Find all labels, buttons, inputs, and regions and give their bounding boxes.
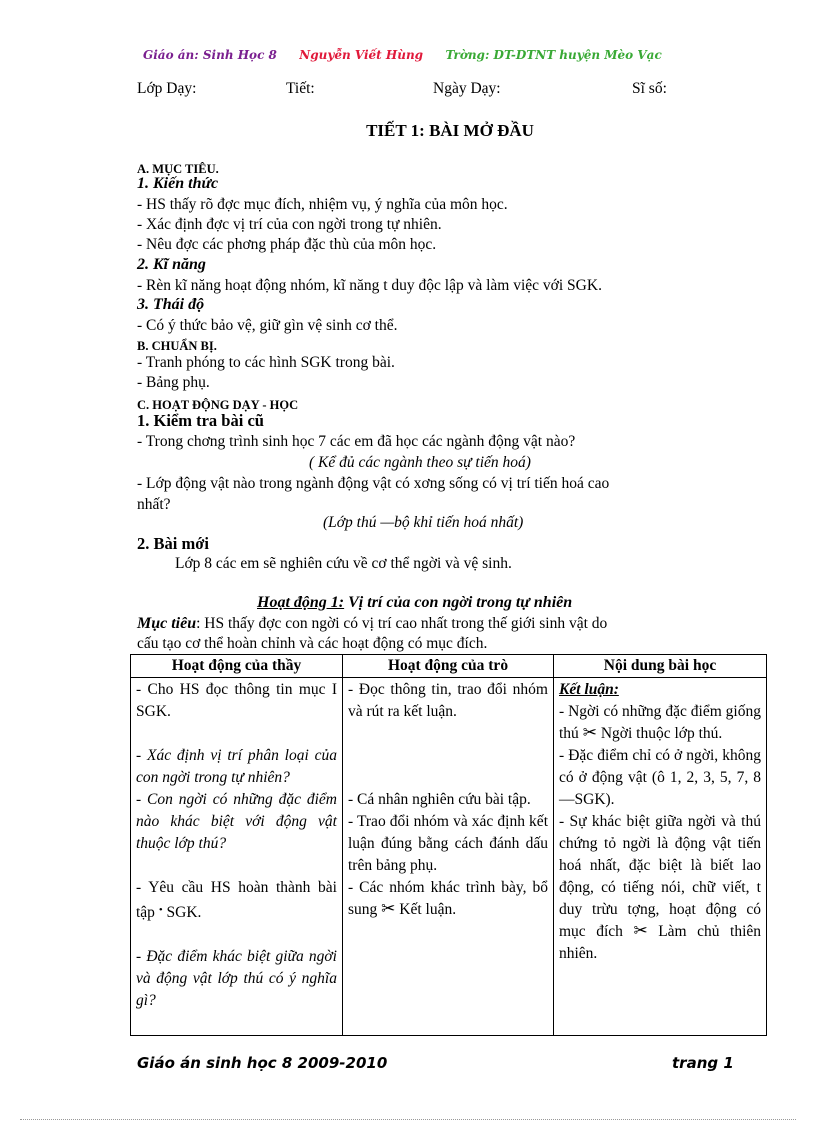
objective-text: : HS thấy đợc con ngời có vị trí cao nhất trong thế giới sinh vật do [196,615,608,632]
objective-line2: cấu tạo cơ thể hoàn chỉnh và các hoạt động có mục đích. [137,635,488,652]
page-number: trang 1 [672,1054,734,1072]
skills-heading: 2. Kĩ năng [137,256,206,273]
section-a-heading: A. MỤC TIÊU. [137,162,219,176]
scissors-icon: ✂ [582,723,597,742]
student-step: - Trao đổi nhóm và xác định kết luận đúng bằng cách đánh dấu trên bảng phụ. [348,813,548,874]
conclusion-point: - Ngời có những đặc điểm giống thú ✂ Ngời thuộc lớp thú. [559,703,761,742]
teacher-column-header: Hoạt động của thầy [131,655,343,678]
footer-title: Giáo án sinh học 8 2009-2010 [137,1054,388,1072]
teacher-step: - Cho HS đọc thông tin mục I SGK. [136,681,337,720]
activity-table [130,654,767,1036]
class-label: Lớp Dạy: [137,80,197,97]
new-lesson-intro: Lớp 8 các em sẽ nghiên cứu về cơ thể ngời và vệ sinh. [175,555,512,572]
student-step: - Cá nhân nghiên cứu bài tập. [348,791,531,808]
objective-line [137,614,607,634]
student-activities [343,678,554,1036]
preparation-line: - Bảng phụ. [137,374,210,391]
teacher-question: - Con ngời có những đặc điểm nào khác biệt với động vật thuộc lớp thú? [136,791,337,852]
knowledge-heading: 1. Kiến thức [137,175,219,192]
teacher-question: - Xác định vị trí phân loại của con ngời trong tự nhiên? [136,747,337,786]
lesson-content [554,678,767,1036]
activity-title: Vị trí của con ngời trong tự nhiên [344,594,573,611]
attendance-label: Sĩ số: [632,80,667,97]
section-c-heading: C. HOẠT ĐỘNG DẠY - HỌC [137,398,299,412]
new-lesson-heading: 2. Bài mới [137,534,209,553]
review-question: - Trong chơng trình sinh học 7 các em đã học các ngành động vật nào? [137,433,576,450]
conclusion-heading: Kết luận: [559,681,619,698]
conclusion-point: - Đặc điểm chỉ có ở ngời, không có ở động vật (ô 1, 2, 3, 5, 7, 8 —SGK). [559,747,761,808]
knowledge-line: - Xác định đợc vị trí của con ngời trong tự nhiên. [137,216,442,233]
review-heading: 1. Kiểm tra bài cũ [137,411,264,430]
activity-label: Hoạt động 1: [257,594,345,611]
page-bottom-divider [20,1119,796,1120]
knowledge-line: - Nêu đợc các phơng pháp đặc thù của môn học. [137,236,437,253]
preparation-line: - Tranh phóng to các hình SGK trong bài. [137,354,395,371]
header-subject: Giáo án: Sinh Học 8 [143,48,277,62]
content-column-header: Nội dung bài học [554,655,767,678]
conclusion-point: - Sự khác biệt giữa ngời và thú chứng tỏ ngời là động vật tiến hoá nhất, đặc biệt là biết lao động, có tiếng nói, chữ viết, t duy trừu tợng, hoạt động có mục đích ✂ Làm chủ thiên nhiên. [559,813,762,962]
objective-label: Mục tiêu [137,615,197,632]
review-question: - Lớp động vật nào trong ngành động vật có xơng sống có vị trí tiến hoá cao [137,475,610,492]
knowledge-line: - HS thấy rõ đợc mục đích, nhiệm vụ, ý nghĩa của môn học. [137,196,508,213]
teacher-question: - Đặc điểm khác biệt giữa ngời và động vật lớp thú có ý nghĩa gì? [136,948,337,1009]
review-question-cont: nhất? [137,496,171,513]
teacher-activities [131,678,343,1036]
skills-line: - Rèn kĩ năng hoạt động nhóm, kĩ năng t duy độc lập và làm việc với SGK. [137,277,602,294]
header-teacher: Nguyễn Viết Hùng [299,48,424,62]
date-label: Ngày Dạy: [433,80,501,97]
scissors-icon: ✂ [633,921,648,940]
document-header [143,48,662,62]
section-b-heading: B. CHUẨN BỊ. [137,339,217,353]
review-answer: (Lớp thú —bộ khỉ tiến hoá nhất) [323,514,524,531]
header-school: Trờng: DT-DTNT huyện Mèo Vạc [445,48,662,62]
bullet-icon: • [158,904,163,916]
teacher-step: - Yêu cầu HS hoàn thành bài tập • SGK. [136,879,337,921]
student-step: - Đọc thông tin, trao đổi nhóm và rút ra kết luận. [348,681,548,720]
student-column-header: Hoạt động của trò [343,655,554,678]
activity-heading [257,594,572,612]
lesson-title: TIẾT 1: BÀI MỞ ĐẦU [366,121,534,140]
period-label: Tiết: [286,80,315,97]
scissors-icon: ✂ [381,899,396,918]
attitude-line: - Có ý thức bảo vệ, giữ gìn vệ sinh cơ thể. [137,317,398,334]
review-answer: ( Kể đủ các ngành theo sự tiến hoá) [309,454,531,471]
student-step: - Các nhóm khác trình bày, bổ sung ✂ Kết luận. [348,879,548,918]
attitude-heading: 3. Thái độ [137,296,205,313]
